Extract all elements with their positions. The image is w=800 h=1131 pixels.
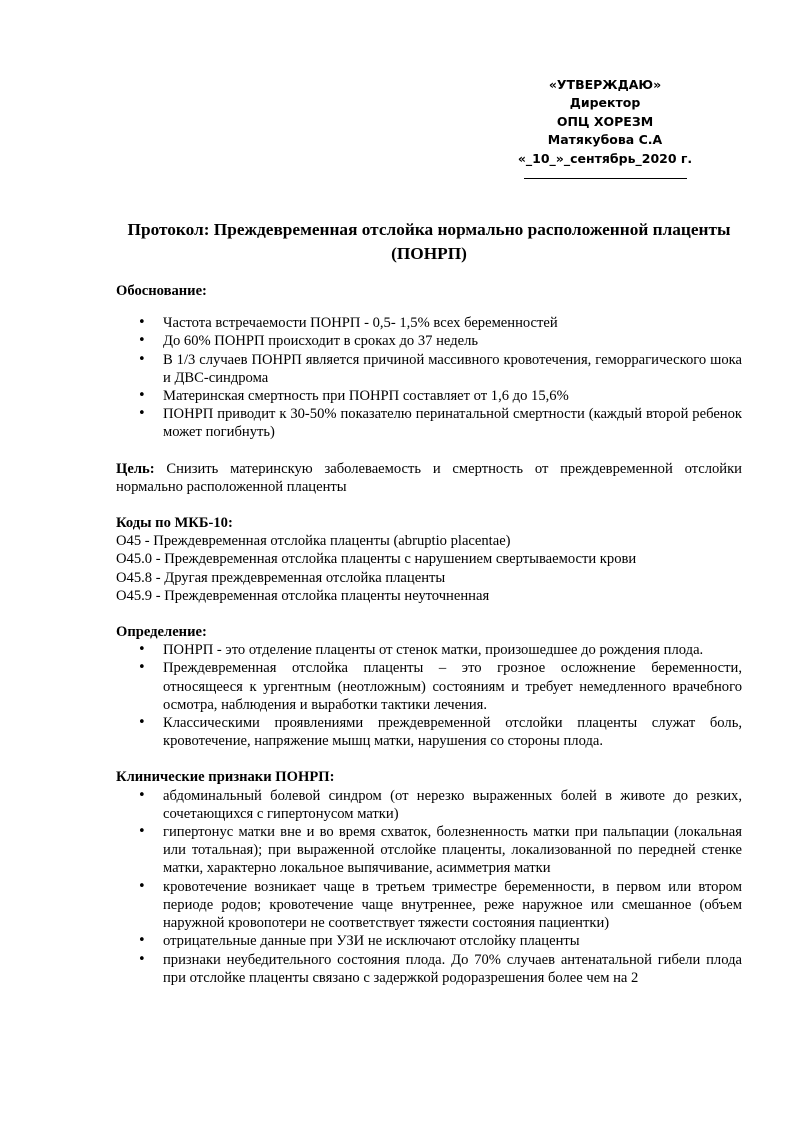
clinical-heading: Клинические признаки ПОНРП: xyxy=(116,769,335,786)
list-item: • ПОНРП - это отделение плаценты от стенок матки, произошедшее до рождения плода. xyxy=(116,641,742,659)
approval-position: Директор xyxy=(569,95,641,111)
approval-organization: ОПЦ ХОРЕЗМ xyxy=(556,113,654,129)
list-item: • гипертонус матки вне и во время схваток, болезненность матки при пальпации (локальная или тотальная); при выраженной отслойке плаценты, локализованной по передней стенке матки, характерно локальное выпячивание, асимметрия матки xyxy=(116,823,742,878)
list-item: • отрицательные данные при УЗИ не исключают отслойку плаценты xyxy=(116,932,742,950)
list-item: • кровотечение возникает чаще в третьем триместре беременности, в первом или втором периоде родов; кровотечение чаще внутреннее, реже наружное или смешанное (объем наружной кровопотери не соответствует тяжести состояния пациентки) xyxy=(116,878,742,933)
icd-code-line: О45.9 - Преждевременная отслойка плаценты неуточненная xyxy=(116,587,490,604)
approval-block xyxy=(480,76,730,179)
justification-list xyxy=(116,314,742,441)
list-item: • ПОНРП приводит к 30-50% показателю перинатальной смертности (каждый второй ребенок может погибнуть) xyxy=(116,405,742,441)
list-item: • Материнская смертность при ПОНРП составляет от 1,6 до 15,6% xyxy=(116,387,742,405)
approval-name: Матякубова С.А xyxy=(547,132,663,148)
signature-line xyxy=(524,178,687,179)
goal-text: Снизить материнскую заболеваемость и смертность от преждевременной отслойки нормально расположенной плаценты xyxy=(116,460,742,495)
page-title: Протокол: Преждевременная отслойка нормально расположенной плаценты (ПОНРП) xyxy=(127,220,731,263)
list-item: • Частота встречаемости ПОНРП - 0,5- 1,5% всех беременностей xyxy=(116,314,742,332)
definition-heading: Определение: xyxy=(116,624,207,641)
list-item: • В 1/3 случаев ПОНРП является причиной массивного кровотечения, геморрагического шока и ДВС-синдрома xyxy=(116,351,742,387)
justification-heading: Обоснование: xyxy=(116,283,207,299)
icd-code-line: О45 - Преждевременная отслойка плаценты (abruptio placentae) xyxy=(116,533,511,550)
list-item: • До 60% ПОНРП происходит в сроках до 37 недель xyxy=(116,332,742,350)
list-item: • абдоминальный болевой синдром (от нерезко выраженных болей в животе до резких, сочетающихся с гипертонусом матки) xyxy=(116,787,742,823)
definition-list xyxy=(116,641,742,750)
list-item: • Классическими проявлениями преждевременной отслойки плаценты служат боль, кровотечение, напряжение мышц матки, нарушения со стороны плода. xyxy=(116,714,742,750)
icd-code-line: О45.0 - Преждевременная отслойка плаценты с нарушением свертываемости крови xyxy=(116,551,637,568)
list-item: • Преждевременная отслойка плаценты – это грозное осложнение беременности, относящееся к ургентным (неотложным) состояниям и требует немедленного врачебного осмотра, наблюдения и выработки тактики лечения. xyxy=(116,659,742,714)
approval-title: «УТВЕРЖДАЮ» xyxy=(548,77,662,92)
document-body xyxy=(116,218,742,987)
approval-date: «_10_»_сентябрь_2020 г. xyxy=(517,150,693,166)
list-item: • признаки неубедительного состояния плода. До 70% случаев антенатальной гибели плода при отслойке плаценты связано с задержкой родоразрешения более чем на 2 xyxy=(116,951,742,987)
icd-heading: Коды по МКБ-10: xyxy=(116,515,233,532)
goal-paragraph xyxy=(116,460,742,496)
icd-code-line: О45.8 - Другая преждевременная отслойка плаценты xyxy=(116,569,446,586)
goal-label: Цель: xyxy=(116,460,155,477)
clinical-list xyxy=(116,787,742,987)
